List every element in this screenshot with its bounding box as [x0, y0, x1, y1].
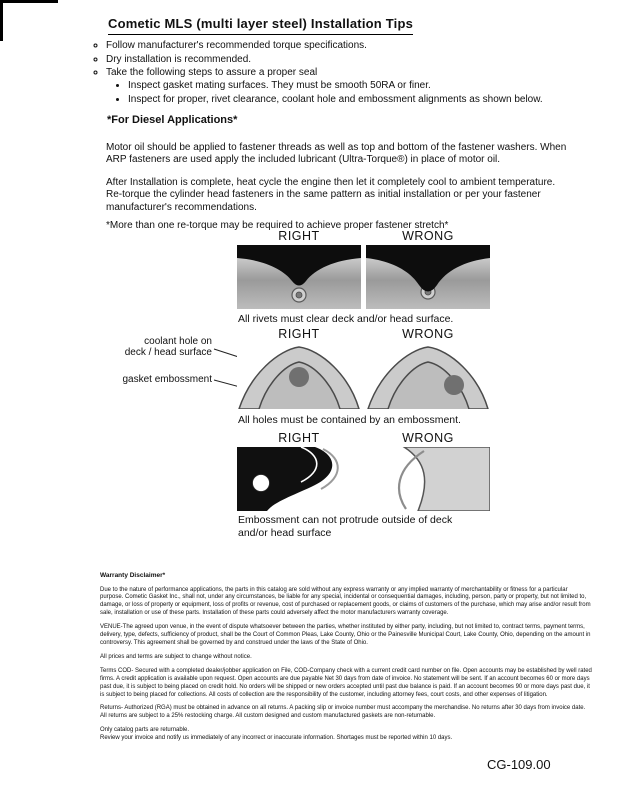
tip-text: Inspect for proper, rivet clearance, coolant hole and embossment alignments as shown below.	[128, 93, 543, 105]
list-item	[106, 40, 558, 51]
legal-paragraph: All prices and terms are subject to change without notice.	[100, 653, 252, 660]
annotation-text: gasket embossment	[122, 374, 212, 385]
warranty-disclaimer-heading: Warranty Disclaimer*	[100, 572, 166, 579]
holes-caption: All holes must be contained by an embossment.	[238, 414, 461, 426]
list-item	[106, 54, 558, 65]
legal-section	[100, 572, 592, 743]
protrusion-wrong-illustration	[366, 447, 490, 511]
gasket-embossment-annotation	[96, 374, 212, 385]
rivet-clearance-wrong-illustration	[366, 245, 490, 309]
diesel-paragraph-2: After Installation is complete, heat cycle the engine then let it completely cool to ambient temperature. Re-torque the cylinder head fasteners in the same pattern as initial installation or per your fastener manufacturer's recommendations.	[106, 177, 556, 213]
tip-text: Follow manufacturer's recommended torque specifications.	[106, 40, 367, 51]
document-code: CG-109.00	[487, 757, 551, 772]
diesel-paragraph-1: Motor oil should be applied to fastener threads as well as top and bottom of the fastener washers. When ARP fasteners are used apply the included lubricant (Ultra-Torque®) in place of motor oil.	[106, 142, 567, 166]
list-item	[106, 67, 558, 105]
tip-text: Dry installation is recommended.	[106, 53, 252, 65]
page-title: Cometic MLS (multi layer steel) Installation Tips	[108, 16, 413, 35]
list-item	[128, 94, 558, 105]
sub-tips-list	[106, 80, 558, 105]
coolant-hole-annotation	[96, 336, 212, 358]
legal-paragraph: Due to the nature of performance applications, the parts in this catalog are sold without any express warranty or any implied warranty of merchantability or fitness for a particular purpose. Cometic Gasket Inc., shall not, under any circumstances, be liable for any special, incidental or consequential damages, including, person, party or property, but not limited to, damage, or loss of property or equipment, loss of profits or revenue, cost of purchased or replacement goods, or claims of customers of the purchase, which may arise and/or result from sale, installation or use of these parts. Installation of these parts could adversely affect the motor manufacturers warranty coverage.	[100, 586, 591, 617]
annotation-text: deck / head surface	[124, 347, 212, 359]
legal-line: Review your invoice and notify us immediately of any incorrect or inaccurate information. Shortages must be reported within 10 days.	[100, 735, 453, 742]
legal-paragraph: VENUE-The agreed upon venue, in the event of dispute whatsoever between the parties, whether instituted by either party, including, but not limited to, contract terms, payment terms, delivery, type, defects, sufficiency of product, shall be the Court of Common Pleas, Lake County, Ohio or the Painesville Municipal Court, Lake County, Ohio, depending on the amount in controversy. This agreement shall be governed by and construed under the laws of the State of Ohio.	[100, 624, 591, 647]
tip-text: Take the following steps to assure a proper seal	[106, 67, 318, 78]
annotation-text: coolant hole on	[144, 336, 212, 347]
wrong-label: WRONG	[402, 327, 454, 341]
legal-paragraph: Returns- Authorized (RGA) must be obtained in advance on all returns. A packing slip or invoice number must accompany the merchandise. No returns after 30 days from invoice date. All returns are subject to a 25% restocking charge. All custom designed and custom manufactured gaskets are non-returnable.	[100, 705, 586, 720]
legal-line: Only catalog parts are returnable.	[100, 727, 190, 734]
rivet-caption: All rivets must clear deck and/or head surface.	[238, 313, 454, 325]
page-border-corner	[0, 0, 58, 41]
tips-list	[88, 40, 558, 105]
right-label: RIGHT	[278, 431, 320, 445]
list-item	[128, 80, 558, 91]
diesel-applications-heading: *For Diesel Applications*	[107, 114, 238, 126]
tips-section	[88, 40, 558, 107]
tip-text: Inspect gasket mating surfaces. They must be smooth 50RA or finer.	[128, 80, 431, 91]
embossment-containment-wrong-illustration	[366, 343, 490, 409]
embossment-containment-right-illustration	[237, 343, 361, 409]
right-label: RIGHT	[278, 327, 320, 341]
retorque-note: *More than one re-torque may be required to achieve proper fastener stretch*	[106, 220, 449, 231]
rivet-clearance-right-illustration	[237, 245, 361, 309]
protrusion-caption: Embossment can not protrude outside of deck and/or head surface	[238, 514, 453, 539]
wrong-label: WRONG	[402, 229, 454, 243]
wrong-label: WRONG	[402, 431, 454, 445]
legal-paragraph	[100, 727, 592, 743]
legal-paragraph: Terms COD- Secured with a completed dealer/jobber application on File, COD-Company check with a current credit card number on file. Open accounts may be established by well rated firms. A credit application is available upon request. Open accounts are due payable Net 30 days from date of invoice. No statement will be sent. If an account becomes 60 or more days past due, it is subject to being placed on credit hold. No orders will be shipped or new orders accepted until past due balance is paid. If an account becomes 90 or more days past due, it is subject to being placed for collections. All costs of collection are the responsibility of the customer, including attorney fees, court costs, and other expenses of litigation.	[100, 667, 592, 698]
right-label: RIGHT	[278, 229, 320, 243]
protrusion-right-illustration	[237, 447, 361, 511]
